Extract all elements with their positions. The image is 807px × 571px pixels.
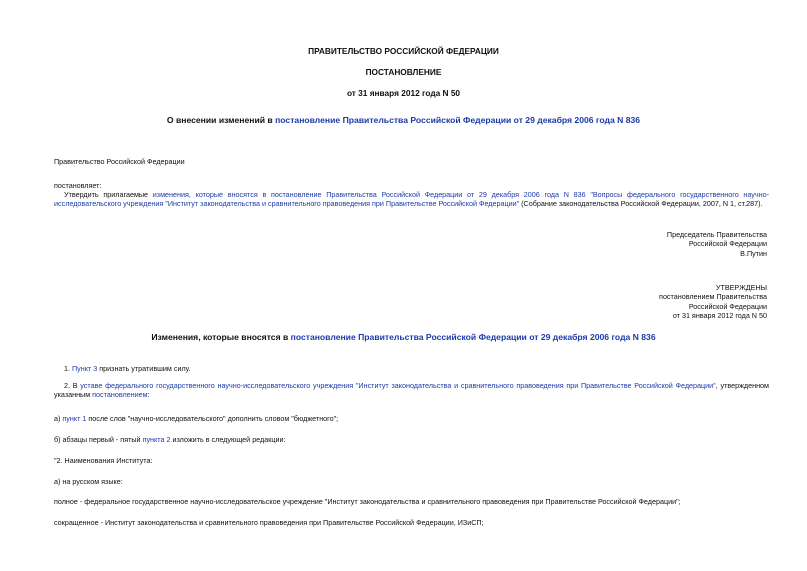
decree-paragraph bbox=[54, 190, 769, 209]
item-2-text: , утвержденном bbox=[715, 381, 769, 390]
approved-org: Российской Федерации bbox=[688, 301, 767, 311]
approved-label: УТВЕРЖДЕНЫ bbox=[715, 283, 767, 292]
signature-block bbox=[667, 230, 767, 258]
government-heading: ПРАВИТЕЛЬСТВО РОССИЙСКОЙ ФЕДЕРАЦИИ bbox=[308, 46, 499, 56]
decree-line-1 bbox=[54, 190, 769, 199]
subitem-a-text: после слов "научно-исследовательского" дополнить словом "бюджетного"; bbox=[86, 414, 339, 423]
item-1-num: 1. bbox=[64, 364, 72, 373]
decree-link-b[interactable]: , которые вносятся в постановление Правительства Российской Федерации от 29 декабря 2006 года N 836 "Вопросы федерального государственного научно- bbox=[188, 190, 769, 199]
item-1-text: признать утратившим силу. bbox=[97, 364, 191, 373]
item-1 bbox=[64, 364, 191, 373]
government-name: Правительство Российской Федерации bbox=[54, 157, 185, 166]
document-title-prefix: О внесении изменений в bbox=[166, 115, 276, 125]
approved-block bbox=[659, 283, 767, 320]
document-title-link[interactable]: постановление Правительства Российской Федерации от 29 декабря 2006 года N 836 bbox=[275, 115, 641, 125]
signature-title: Председатель Правительства bbox=[666, 230, 767, 239]
quote-line-4: сокращенное - Институт законодательства и сравнительного правоведения при Правительстве Российской Федерации, ИЗиСП; bbox=[54, 518, 484, 527]
decree-text-d: (Собрание законодательства Российской Федерации, 2007, N 1, ст.287). bbox=[519, 199, 763, 209]
subitem-a bbox=[54, 414, 338, 423]
decree-text-a: Утвердить прилагаемые bbox=[64, 190, 153, 199]
item-2-line-2 bbox=[54, 390, 769, 399]
item-2-line2-prefix: указанным bbox=[54, 390, 93, 400]
document-title bbox=[0, 115, 807, 126]
signature-org: Российской Федерации bbox=[688, 239, 767, 249]
item-2-num: 2. В bbox=[64, 381, 81, 390]
changes-title-prefix: Изменения, которые вносятся в bbox=[151, 332, 291, 342]
quote-line-3: полное - федеральное государственное научно-исследовательское учреждение "Институт законодательства и сравнительного правоведения при Правительстве Российской Федерации"; bbox=[54, 497, 681, 506]
subitem-b-link[interactable]: пункта 2 bbox=[142, 435, 171, 444]
decree-link-c[interactable]: исследовательского учреждения "Институт законодательства и сравнительного правоведения при Правительстве Российской Федерации" bbox=[54, 199, 520, 209]
item-2-link[interactable]: уставе федерального государственного научно-исследовательского учреждения "Институт законодательства и сравнительного правоведения при Правительстве Российской Федерации" bbox=[80, 381, 716, 390]
decree-line-2 bbox=[54, 199, 769, 208]
changes-title-link[interactable]: постановление Правительства Российской Федерации от 29 декабря 2006 года N 836 bbox=[290, 332, 656, 342]
subitem-b-text: изложить в следующей редакции: bbox=[170, 435, 286, 444]
signature-name: В.Путин bbox=[740, 248, 767, 258]
subitem-a-prefix: а) bbox=[54, 414, 63, 423]
item-2-decree-link[interactable]: постановлением bbox=[92, 390, 148, 400]
subitem-b bbox=[54, 435, 286, 444]
subitem-a-link[interactable]: пункт 1 bbox=[62, 414, 87, 423]
approved-date: от 31 января 2012 года N 50 bbox=[672, 311, 767, 321]
item-2-line2-suffix: : bbox=[147, 390, 150, 400]
item-2-line-1 bbox=[54, 381, 769, 390]
quote-line-1: "2. Наименования Института: bbox=[54, 456, 153, 465]
changes-link[interactable]: изменения bbox=[152, 190, 189, 199]
quote-line-2: а) на русском языке: bbox=[54, 477, 123, 486]
item-2 bbox=[54, 381, 769, 400]
decree-heading: ПОСТАНОВЛЕНИЕ bbox=[365, 67, 442, 77]
decree-word: постановляет: bbox=[54, 181, 102, 190]
changes-title bbox=[0, 332, 807, 343]
approved-by: постановлением Правительства bbox=[659, 292, 767, 302]
item-1-link[interactable]: Пункт 3 bbox=[72, 364, 98, 373]
decree-date: от 31 января 2012 года N 50 bbox=[346, 88, 461, 98]
subitem-b-prefix: б) абзацы первый - пятый bbox=[54, 435, 143, 444]
